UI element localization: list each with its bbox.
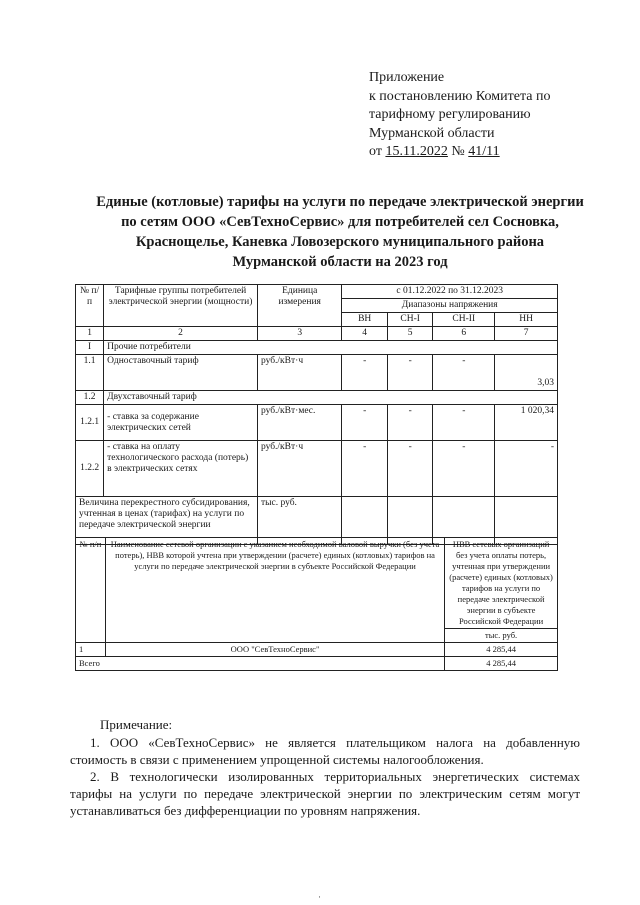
row-num: 1 [76, 643, 106, 657]
table-row [76, 643, 558, 657]
header-sn1: СН-I [387, 313, 432, 327]
table-row [76, 441, 558, 497]
appendix-line-3: тарифному регулированию [369, 107, 531, 122]
row-unit: руб./кВт·мес. [257, 405, 341, 441]
value-vn: - [342, 441, 387, 497]
footer-mark: · [318, 892, 321, 902]
col-number: 7 [495, 327, 558, 341]
row-num: 1.2.1 [76, 405, 104, 441]
table-row [76, 285, 558, 299]
appendix-line-5 [369, 143, 550, 162]
table-row [76, 355, 558, 391]
appendix-date-prefix: от [369, 144, 386, 159]
value-nn: 1 020,34 [495, 405, 558, 441]
value-nn: 3,03 [495, 355, 558, 391]
header-ranges: Диапазоны напряжения [342, 299, 558, 313]
header-name: Наименование сетевой организации с указанием необходимой валовой выручки (без учета потерь), НВВ которой учтена при утверждении (расчете) единых (котловых) тарифов на услуги по передаче электрической энергии в субъекте Российской Федерации [105, 538, 444, 643]
note-2: 2. В технологически изолированных территориальных энергетических системах тарифы на услуги по передаче электрической энергии по электрическим сетям могут устанавливаться без дифференциации по уровням напряжения. [70, 769, 580, 818]
value-sn1: - [387, 405, 432, 441]
cross-subsidy-unit: тыс. руб. [257, 497, 341, 545]
table-row [76, 538, 558, 629]
document-title [60, 192, 620, 272]
row-value: 4 285,44 [445, 643, 558, 657]
col-number: 5 [387, 327, 432, 341]
value-sn2: - [433, 355, 495, 391]
total-value: 4 285,44 [445, 657, 558, 671]
header-groups: Тарифные группы потребителей электрической энергии (мощности) [104, 285, 258, 327]
row-name: ООО "СевТехноСервис" [105, 643, 444, 657]
title-line-2: по сетям ООО «СевТехноСервис» для потребителей сел Сосновка, [121, 214, 559, 230]
row-label: Двухставочный тариф [104, 391, 558, 405]
resolution-date: 15.11.2022 [385, 144, 448, 159]
tariff-table [75, 284, 558, 545]
value-vn: - [342, 405, 387, 441]
header-num: № п/п [76, 538, 106, 643]
appendix-line-2: к постановлению Комитета по [369, 88, 551, 104]
col-number: 4 [342, 327, 387, 341]
note-1: 1. ООО «СевТехноСервис» не является плательщиком налога на добавленную стоимость в связи с применением упрощенной системы налогообложения. [70, 735, 580, 767]
row-unit: руб./кВт·ч [257, 441, 341, 497]
row-num: 1.2 [76, 391, 104, 405]
row-num: 1.2.2 [76, 441, 104, 497]
appendix-line-4: Мурманской области [369, 125, 495, 141]
header-nvv: НВВ сетевых организаций без учета оплаты потерь, учтенная при утверждении (расчете) единых (котловых) тарифов на услуги по передаче электрической энергии в субъекте Российской Федерации [445, 538, 558, 629]
title-line-4: Мурманской области на 2023 год [232, 254, 448, 270]
value-sn1: - [387, 441, 432, 497]
header-nn: НН [495, 313, 558, 327]
row-label: Прочие потребители [104, 341, 558, 355]
resolution-number: 41/11 [468, 144, 500, 159]
col-number: 3 [257, 327, 341, 341]
value-sn2: - [433, 441, 495, 497]
header-unit: тыс. руб. [445, 629, 558, 643]
cross-subsidy-label: Величина перекрестного субсидирования, учтенная в ценах (тарифах) на услуги по передаче электрической энергии [76, 497, 258, 545]
header-sn2: СН-II [433, 313, 495, 327]
appendix-number-prefix: № [447, 144, 469, 159]
title-line-3: Краснощелье, Каневка Ловозерского муниципального района [135, 234, 545, 250]
row-num: I [76, 341, 104, 355]
title-line-1: Единые (котловые) тарифы на услуги по передаче электрической энергии [96, 194, 584, 210]
appendix-block [369, 69, 550, 162]
col-number: 6 [433, 327, 495, 341]
table-row [76, 405, 558, 441]
appendix-line-1: Приложение [369, 70, 445, 85]
col-number: 2 [104, 327, 258, 341]
header-vn: ВН [342, 313, 387, 327]
value-nn: - [495, 441, 558, 497]
row-unit: руб./кВт·ч [257, 355, 341, 391]
header-period: с 01.12.2022 по 31.12.2023 [342, 285, 558, 299]
table-row [76, 341, 558, 355]
row-num: 1.1 [76, 355, 104, 391]
notes-heading: Примечание: [100, 717, 173, 732]
total-label: Всего [76, 657, 445, 671]
table-row [76, 657, 558, 671]
header-num: № п/п [76, 285, 104, 327]
table-row [76, 327, 558, 341]
col-number: 1 [76, 327, 104, 341]
row-label: - ставка на оплату технологического расхода (потерь) в электрических сетях [104, 441, 258, 497]
row-label: Одноставочный тариф [104, 355, 258, 391]
row-label: - ставка за содержание электрических сетей [104, 405, 258, 441]
value-sn2: - [433, 405, 495, 441]
value-vn: - [342, 355, 387, 391]
table-row [76, 391, 558, 405]
value-sn1: - [387, 355, 432, 391]
header-unit: Единица измерения [257, 285, 341, 327]
notes-block [70, 716, 580, 819]
nvv-table [75, 537, 558, 671]
